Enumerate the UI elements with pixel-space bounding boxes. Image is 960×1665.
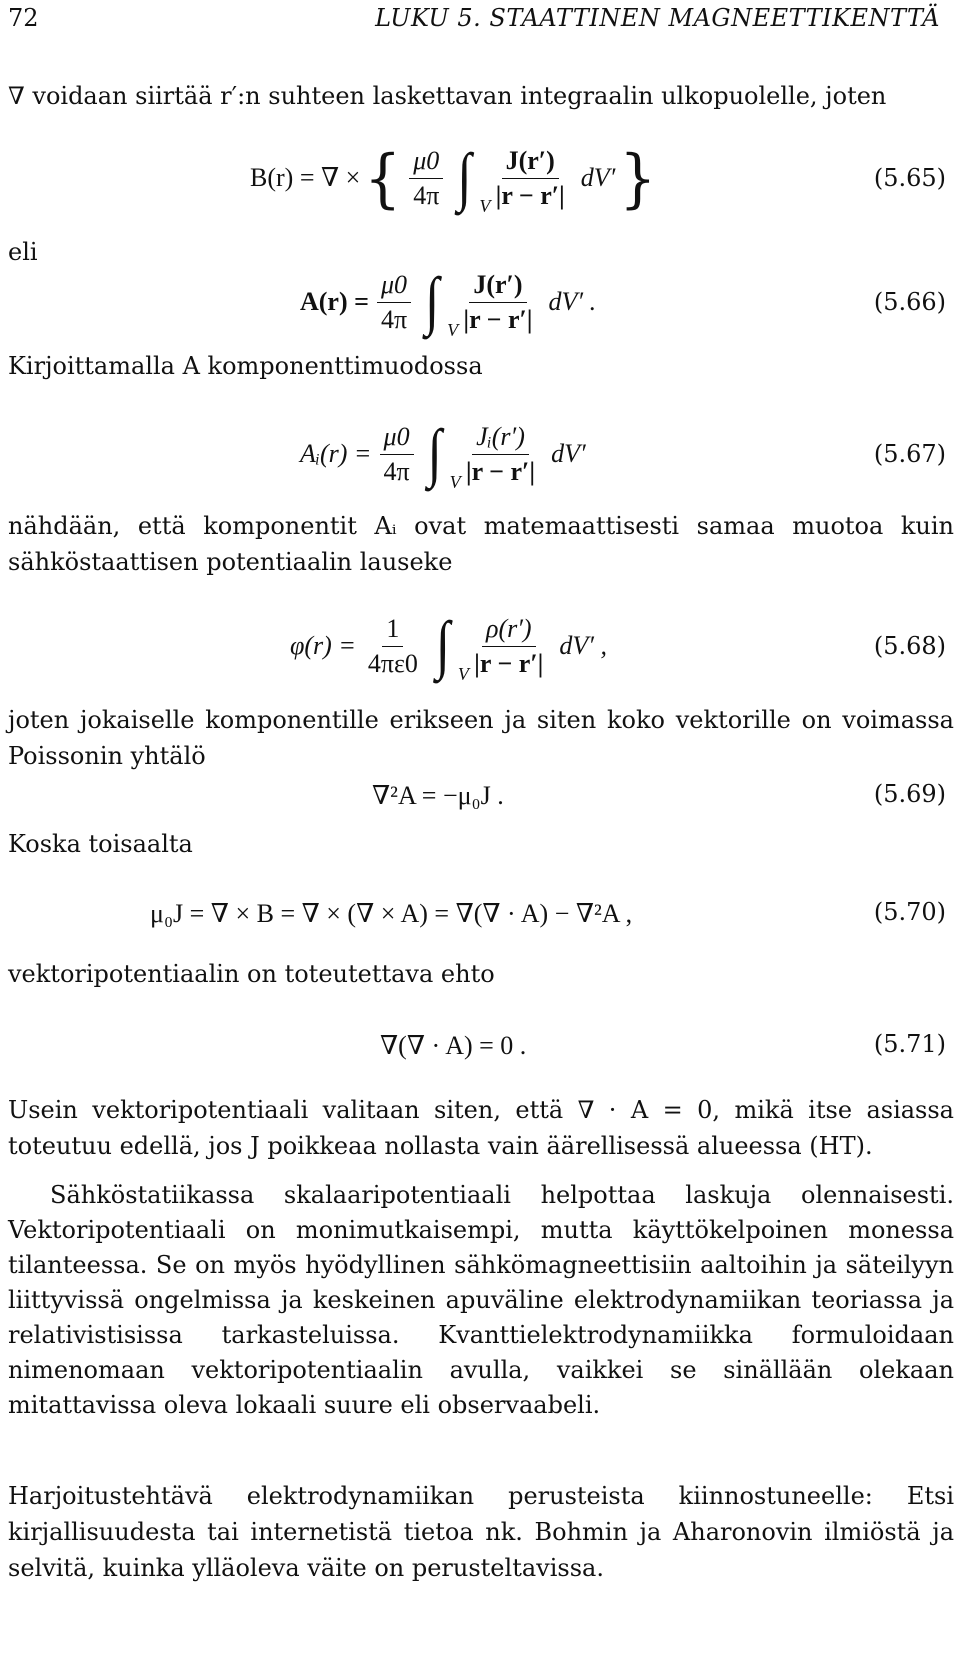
eq69-body: ∇²A = −μ₀J . <box>372 781 504 810</box>
eq66-frac-den: |r − r′| <box>463 304 533 334</box>
eq70-body: μ₀J = ∇ × B = ∇ × (∇ × A) = ∇(∇ · A) − ∇²A , <box>150 899 633 928</box>
eq65-lhs: B(r) = ∇ × <box>250 163 361 193</box>
eq67-domain: V <box>449 471 461 492</box>
page-number: 72 <box>8 4 39 32</box>
equation-5-69 <box>0 774 960 814</box>
equation-5-70 <box>0 894 960 934</box>
equation-5-65 <box>0 138 960 218</box>
eq66-integral-sign: ∫ <box>425 265 440 337</box>
eq65-coef-den: 4π <box>413 180 440 210</box>
eq67-frac-num: Jᵢ(r′) <box>472 422 529 455</box>
eq65-frac-num: J(r′) <box>502 146 559 179</box>
eq67-integral-sign: ∫ <box>427 417 442 489</box>
eq65-tail: dV′ <box>580 163 616 193</box>
eq68-lhs: φ(r) = <box>290 631 356 661</box>
equation-5-71 <box>0 1026 960 1066</box>
running-title: LUKU 5. STAATTINEN MAGNEETTIKENTTÄ <box>375 4 940 32</box>
eq66-lhs: A(r) = <box>300 287 369 317</box>
equation-5-66 <box>0 262 960 342</box>
paragraph-3: Kirjoittamalla A komponenttimuodossa <box>8 352 483 380</box>
eq65-integral-sign: ∫ <box>457 141 472 213</box>
paragraph-9: Sähköstatiikassa skalaaripotentiaali helpottaa laskuja olennaisesti. Vektoripotentiaali on monimutkaisempi, mutta käyttökelpoinen monessa tilanteessa. Se on myös hyödyllinen sähkömagneettisiin aaltoihin ja säteilyyn liittyvissä ongelmissa ja keskeinen apuväline elektrodynamiikan teoriassa ja relativistisissa tarkasteluissa. Kvanttielektrodynamiikka formuloidaan nimenomaan vektoripotentiaalin avulla, vaikkei se sinällään olekaan mitattavissa oleva lokaali suure eli observaabeli. <box>8 1181 954 1419</box>
eq68-frac-num: ρ(r′) <box>482 614 536 647</box>
eq66-coef-num: μ0 <box>377 270 411 303</box>
eq69-number: (5.69) <box>873 780 946 808</box>
paragraph-7: vektoripotentiaalin on toteutettava ehto <box>8 960 495 988</box>
eq68-frac-den: |r − r′| <box>474 648 544 678</box>
eq66-tail: dV′ . <box>548 287 597 317</box>
eq68-coef-num: 1 <box>382 614 403 647</box>
eq66-number: (5.66) <box>873 288 946 316</box>
paragraph-1: ∇ voidaan siirtää r′:n suhteen laskettavan integraalin ulkopuolelle, joten <box>8 82 887 110</box>
eq68-domain: V <box>457 663 469 684</box>
equation-5-67 <box>0 414 960 494</box>
eq71-number: (5.71) <box>873 1030 946 1058</box>
eq70-number: (5.70) <box>873 898 946 926</box>
eq67-coef-num: μ0 <box>380 422 414 455</box>
eq67-coef-den: 4π <box>383 456 410 486</box>
eq67-lhs: Aᵢ(r) = <box>300 439 372 469</box>
paragraph-8: Usein vektoripotentiaali valitaan siten, että ∇ · A = 0, mikä itse asiassa toteutuu edellä, jos J poikkeaa nollasta vain äärellisessä alueessa (HT). <box>8 1096 954 1160</box>
eq71-body: ∇(∇ · A) = 0 . <box>380 1031 527 1060</box>
eq68-number: (5.68) <box>873 632 946 660</box>
eq67-number: (5.67) <box>873 440 946 468</box>
eq68-tail: dV′ , <box>559 631 607 661</box>
eq65-frac-den: |r − r′| <box>495 180 565 210</box>
paragraph-10: Harjoitustehtävä elektrodynamiikan perusteista kiinnostuneelle: Etsi kirjallisuudesta tai internetistä tietoa nk. Bohmin ja Aharonovin ilmiöstä ja selvitä, kuinka ylläoleva väite on perusteltavissa. <box>8 1482 954 1582</box>
equation-5-68 <box>0 606 960 686</box>
eq66-frac-num: J(r′) <box>469 270 526 303</box>
eq68-coef-den: 4πε0 <box>367 648 418 678</box>
eq65-left-brace: { <box>364 140 402 216</box>
paragraph-5: joten jokaiselle komponentille erikseen ja siten koko vektorille on voimassa Poissonin yhtälö <box>8 706 954 770</box>
eq66-domain: V <box>447 319 459 340</box>
eq68-integral-sign: ∫ <box>435 609 451 681</box>
eq67-tail: dV′ <box>551 439 586 469</box>
eq66-coef-den: 4π <box>380 304 408 334</box>
page-header <box>0 0 960 40</box>
eq65-right-brace: } <box>619 140 657 216</box>
eq65-domain: V <box>479 195 491 216</box>
eq65-coef-num: μ0 <box>409 146 443 179</box>
paragraph-4: nähdään, että komponentit Aᵢ ovat matemaattisesti samaa muotoa kuin sähköstaattisen potentiaalin lauseke <box>8 512 954 576</box>
paragraph-6: Koska toisaalta <box>8 830 193 858</box>
eq67-frac-den: |r − r′| <box>465 456 536 486</box>
eq65-number: (5.65) <box>873 164 946 192</box>
paragraph-2: eli <box>8 238 38 266</box>
